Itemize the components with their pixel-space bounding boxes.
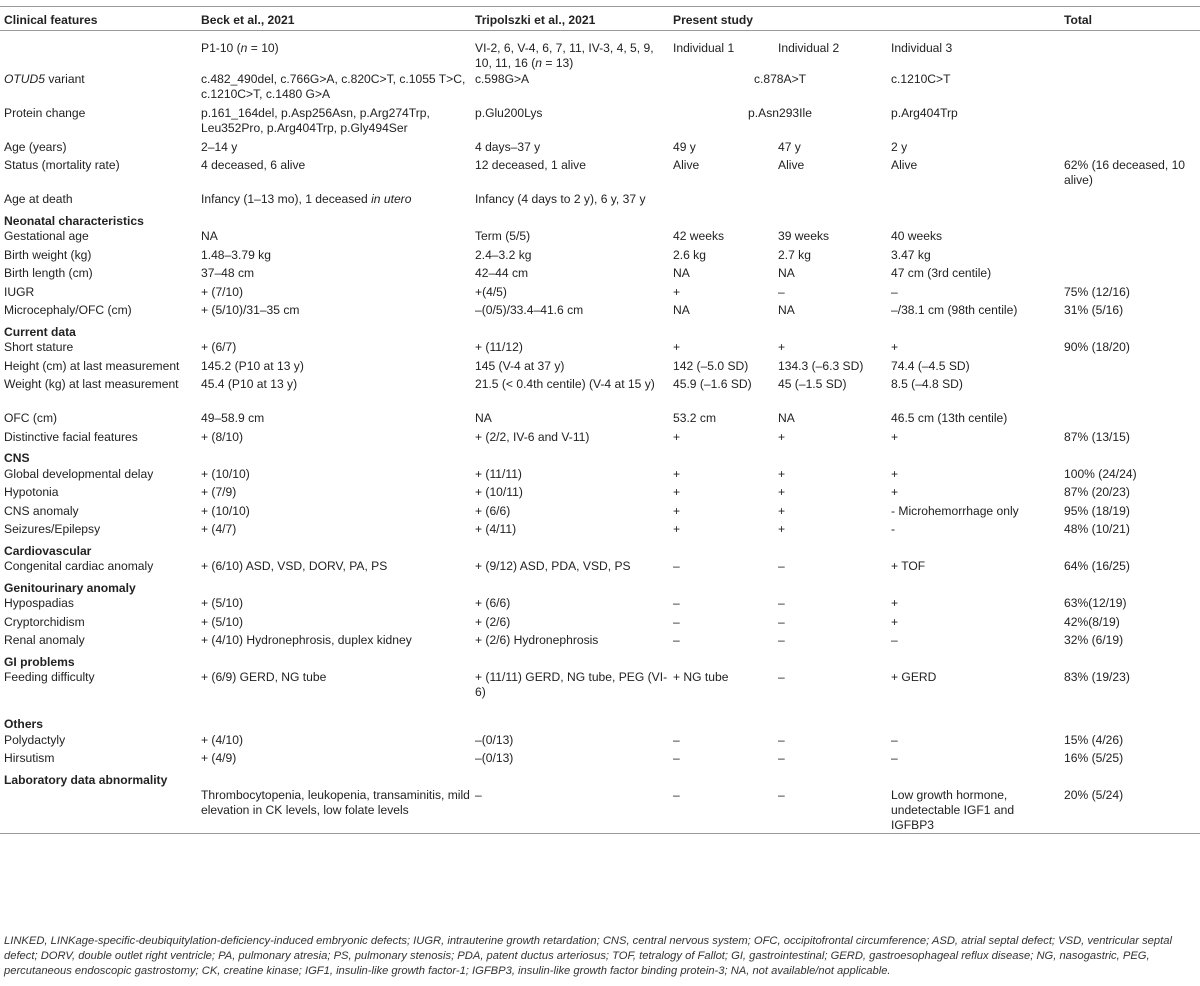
total-cell: 31% (5/16) [1064, 303, 1124, 317]
beck-cell: 4 deceased, 6 alive [201, 158, 306, 172]
total-cell: 75% (12/16) [1064, 284, 1130, 299]
feature-cell: Weight (kg) at last measurement [4, 377, 179, 391]
tripolszki-cell: c.598G>A [475, 71, 530, 86]
individual-3-cell: Individual 3 [891, 41, 953, 55]
individual-3-cell: – [891, 751, 898, 765]
individual-3-cell: + TOF [891, 559, 926, 573]
section-label: Genitourinary anomaly [4, 580, 136, 595]
table-row [0, 559, 1200, 578]
tripolszki-cell: Term (5/5) [475, 229, 531, 243]
feature-cell: Short stature [4, 340, 74, 354]
tripolszki-cell: + (2/6) [475, 614, 511, 629]
individual-2-cell: + [778, 340, 786, 354]
individual-2-cell: Individual 2 [778, 41, 840, 55]
individual-1-cell: – [673, 751, 680, 765]
table-row [0, 670, 1200, 714]
individual-2-cell: 39 weeks [778, 229, 830, 243]
feature-cell [0, 788, 197, 834]
total-cell: 42%(8/19) [1064, 614, 1120, 629]
beck-cell: + (5/10)/31–35 cm [201, 303, 300, 317]
feature-cell: Gestational age [4, 229, 89, 243]
feature-cell: OTUD5 variant [4, 71, 85, 86]
individual-2-cell: + [778, 466, 786, 481]
individual-2-cell: + [778, 485, 786, 499]
individual-3-cell: – [891, 633, 898, 647]
section-header-row [0, 770, 1200, 789]
tripolszki-cell: NA [475, 411, 492, 425]
section-header-row [0, 448, 1200, 467]
individual-3-cell: 2 y [891, 139, 908, 154]
individual-2-cell: – [778, 732, 785, 747]
individual-1-cell: – [673, 633, 680, 647]
individual-3-cell: –/38.1 cm (98th centile) [891, 303, 1018, 317]
tripolszki-cell: + (2/2, IV-6 and V-11) [475, 429, 590, 444]
feature-cell: Birth weight (kg) [4, 247, 92, 262]
feature-cell: Feeding difficulty [4, 670, 95, 684]
individual-1-cell: Alive [673, 158, 700, 172]
individual-3-cell: - Microhemorrhage only [891, 503, 1019, 518]
table-row [0, 303, 1200, 322]
total-cell [1060, 72, 1200, 106]
feature-cell: OFC (cm) [4, 411, 58, 425]
individual-3-cell: 46.5 cm (13th centile) [891, 411, 1008, 425]
beck-cell: NA [201, 229, 218, 243]
individual-2-cell: – [778, 751, 785, 765]
individual-3-cell: – [891, 732, 898, 747]
table-row [0, 340, 1200, 359]
clinical-features-table [0, 6, 1200, 834]
feature-cell: Birth length (cm) [4, 266, 93, 280]
beck-cell: P1-10 (n = 10) [201, 41, 279, 55]
tripolszki-cell: + (6/6) [475, 503, 511, 518]
section-header-row [0, 322, 1200, 341]
tripolszki-cell: +(4/5) [475, 284, 507, 299]
feature-cell [0, 31, 197, 72]
beck-cell: Thrombocytopenia, leukopenia, transaminitis, mild elevation in CK levels, low folate levels [197, 788, 471, 834]
section-label: CNS [4, 451, 30, 465]
total-cell [1060, 377, 1200, 411]
individual-1-cell: 49 y [673, 139, 696, 154]
header-beck: Beck et al., 2021 [197, 7, 471, 31]
total-cell: 63%(12/19) [1064, 596, 1127, 610]
total-cell [1060, 140, 1200, 159]
individual-2-cell: – [774, 788, 887, 834]
individual-2-cell: – [778, 633, 785, 647]
tripolszki-cell: Infancy (4 days to 2 y), 6 y, 37 y [475, 192, 646, 206]
table-footnote: LINKED, LINKage-specific-deubiquitylation-deficiency-induced embryonic defects; IUGR, intrauterine growth retardation; CNS, central nervous system; OFC, occipitofrontal circumference; ASD, atrial septal defect; VSD, ventricular septal defect; DORV, double outlet right ventricle; PA, pulmonary atresia; PS, pulmonary stenosis; PDA, patent ductus arteriosus; TOF, tetralogy of Fallot; GI, gastrointestinal; GERD, gastroesophageal reflux disease; NG, nasogastric, PEG, percutaneous endoscopic gastrostomy; CK, creatine kinase; IGF1, insulin-like growth factor-1; IGFBP3, insulin-like growth factor binding protein-3; NA, not available/not applicable. [4, 935, 1172, 977]
table-row [0, 633, 1200, 652]
individual-1-cell: + NG tube [673, 670, 729, 684]
total-cell: 87% (13/15) [1064, 429, 1130, 444]
beck-cell: + (5/10) [201, 614, 244, 629]
beck-cell: + (6/10) ASD, VSD, DORV, PA, PS [201, 559, 388, 573]
feature-cell: Renal anomaly [4, 633, 85, 647]
table-row [0, 733, 1200, 752]
section-label: Others [4, 717, 43, 731]
table-row [0, 430, 1200, 449]
individual-1-cell: – [673, 614, 680, 629]
individual-1-cell: – [669, 788, 774, 834]
section-header-row [0, 578, 1200, 597]
tripolszki-cell: 2.4–3.2 kg [475, 247, 532, 262]
table-row [0, 359, 1200, 378]
individual-3-cell: Low growth hormone, undetectable IGF1 and IGFBP3 [887, 788, 1060, 834]
beck-cell: 2–14 y [201, 139, 238, 154]
feature-cell: Hypotonia [4, 485, 59, 499]
individual-1-cell: – [673, 596, 680, 610]
table-row [0, 31, 1200, 72]
tripolszki-cell: + (11/12) [475, 340, 523, 354]
total-cell [1060, 411, 1200, 430]
table-row [0, 229, 1200, 248]
tripolszki-cell: + (11/11) GERD, NG tube, PEG (VI-6) [475, 670, 668, 699]
table-row [0, 192, 1200, 211]
individual-3-cell: – [891, 284, 898, 299]
section-label: Cardiovascular [4, 543, 92, 558]
individual-1-cell: 42 weeks [673, 229, 725, 243]
tripolszki-cell: + (11/11) [475, 466, 522, 481]
individual-3-cell: Alive [891, 158, 918, 172]
individual-2-cell: 45 (–1.5 SD) [778, 377, 847, 391]
individual-1-cell: + [673, 503, 681, 518]
total-cell: 16% (5/25) [1064, 751, 1124, 765]
tripolszki-cell: + (6/6) [475, 596, 511, 610]
individual-1-cell: – [673, 559, 680, 573]
section-header-row [0, 714, 1200, 733]
feature-cell: Hirsutism [4, 751, 55, 765]
individual-2-cell [774, 192, 887, 211]
feature-cell: Polydactyly [4, 732, 66, 747]
tripolszki-cell: –(0/5)/33.4–41.6 cm [475, 303, 584, 317]
table-row [0, 504, 1200, 523]
individual-2-cell: – [778, 284, 785, 299]
beck-cell: + (6/7) [201, 340, 237, 354]
feature-cell: Status (mortality rate) [4, 158, 120, 172]
total-cell: 95% (18/19) [1064, 503, 1130, 518]
table-row [0, 411, 1200, 430]
tripolszki-cell: 4 days–37 y [475, 139, 541, 154]
individual-2-cell: NA [778, 303, 795, 317]
feature-cell: Congenital cardiac anomaly [4, 559, 154, 573]
individual-1-cell: NA [673, 266, 690, 280]
individual-3-cell: 47 cm (3rd centile) [891, 266, 992, 280]
total-cell: 62% (16 deceased, 10 alive) [1064, 158, 1186, 187]
feature-cell: Height (cm) at last measurement [4, 358, 180, 373]
beck-cell: 37–48 cm [201, 266, 255, 280]
table-row [0, 751, 1200, 770]
feature-cell: Cryptorchidism [4, 614, 85, 629]
total-cell: 87% (20/23) [1064, 485, 1130, 499]
individual-2-cell: 134.3 (–6.3 SD) [778, 358, 864, 373]
section-label: Neonatal characteristics [4, 213, 144, 228]
individual-2-cell: NA [778, 411, 795, 425]
individual-3-cell: + [891, 614, 899, 629]
beck-cell: + (5/10) [201, 596, 244, 610]
individual-1-cell: + [673, 429, 681, 444]
total-cell: 20% (5/24) [1060, 788, 1200, 834]
feature-cell: IUGR [4, 284, 35, 299]
section-header-row [0, 652, 1200, 671]
table-row [0, 266, 1200, 285]
tripolszki-cell: –(0/13) [475, 751, 514, 765]
tripolszki-cell: 145 (V-4 at 37 y) [475, 358, 565, 373]
individual-3-cell: 40 weeks [891, 229, 943, 243]
table-row [0, 522, 1200, 541]
tripolszki-cell: –(0/13) [475, 732, 514, 747]
total-cell: 90% (18/20) [1064, 340, 1130, 354]
beck-cell: 45.4 (P10 at 13 y) [201, 377, 298, 391]
individual-2-cell: – [778, 670, 785, 684]
individual-2-cell: 47 y [778, 139, 801, 154]
total-cell [1060, 248, 1200, 267]
individual-1-cell: + [673, 522, 681, 536]
header-total: Total [1060, 7, 1200, 31]
individual-1-cell: + [673, 466, 681, 481]
header-clinical-features: Clinical features [0, 7, 197, 31]
individual-2-cell: – [778, 596, 785, 610]
table-row [0, 72, 1200, 106]
total-cell [1060, 229, 1200, 248]
header-blank-2 [887, 7, 1060, 31]
table-row [0, 615, 1200, 634]
beck-cell: + (4/10) [201, 732, 244, 747]
beck-cell: + (4/9) [201, 751, 237, 765]
beck-cell: + (7/10) [201, 284, 244, 299]
table-row [0, 596, 1200, 615]
individual-3-cell [887, 192, 1060, 211]
individual-1-cell: c.878A>T [753, 71, 807, 86]
individual-3-cell: - [891, 522, 896, 536]
tripolszki-cell: + (2/6) Hydronephrosis [475, 633, 599, 647]
beck-cell: 49–58.9 cm [201, 411, 265, 425]
tripolszki-cell: + (10/11) [475, 485, 523, 499]
individual-3-cell: + [891, 340, 899, 354]
individual-3-cell: + GERD [891, 670, 937, 684]
tripolszki-cell: VI-2, 6, V-4, 6, 7, 11, IV-3, 4, 5, 9, 10, 11, 16 (n = 13) [475, 41, 654, 70]
total-cell [1060, 106, 1200, 140]
total-cell: 100% (24/24) [1064, 466, 1137, 481]
individual-1-cell: p.Asn293Ile [748, 105, 812, 120]
total-cell [1060, 31, 1200, 72]
beck-cell: p.161_164del, p.Asp256Asn, p.Arg274Trp, Leu352Pro, p.Arg404Trp, p.Gly494Ser [201, 105, 430, 135]
beck-cell: 145.2 (P10 at 13 y) [201, 358, 304, 373]
beck-cell: + (8/10) [201, 429, 244, 444]
individual-1-cell: 2.6 kg [673, 247, 706, 262]
beck-cell: + (6/9) GERD, NG tube [201, 670, 327, 684]
beck-cell: + (4/10) Hydronephrosis, duplex kidney [201, 633, 412, 647]
feature-cell: Global developmental delay [4, 466, 154, 481]
tripolszki-cell: 42–44 cm [475, 266, 529, 280]
beck-cell: + (10/10) [201, 503, 250, 518]
individual-2-cell: NA [778, 266, 795, 280]
individual-2-cell: Alive [778, 158, 805, 172]
table-row [0, 158, 1200, 192]
section-label: Laboratory data abnormality [4, 772, 168, 787]
tripolszki-cell: 12 deceased, 1 alive [475, 158, 586, 172]
individual-3-cell: + [891, 429, 899, 444]
table-row [0, 248, 1200, 267]
individual-1-cell: NA [673, 303, 690, 317]
individual-1-cell: 45.9 (–1.6 SD) [673, 377, 752, 391]
individual-1-cell: + [673, 340, 681, 354]
total-cell: 32% (6/19) [1064, 633, 1124, 647]
beck-cell: 1.48–3.79 kg [201, 247, 271, 262]
total-cell [1060, 359, 1200, 378]
individual-1-cell: 53.2 cm [673, 411, 717, 425]
individual-2-cell: 2.7 kg [778, 247, 811, 262]
section-header-row [0, 541, 1200, 560]
individual-1-cell: + [673, 485, 681, 499]
tripolszki-cell: – [471, 788, 669, 834]
feature-cell: Protein change [4, 105, 86, 120]
table-body [0, 31, 1200, 834]
header-present-study: Present study [669, 7, 774, 31]
total-cell [1060, 266, 1200, 285]
individual-3-cell: + [891, 485, 899, 499]
header-blank-1 [774, 7, 887, 31]
individual-1-cell: + [673, 284, 681, 299]
individual-1-cell: Individual 1 [673, 41, 735, 55]
individual-3-cell: 74.4 (–4.5 SD) [891, 358, 970, 373]
table-header-row [0, 7, 1200, 31]
feature-cell: Age at death [4, 192, 73, 206]
beck-cell: + (10/10) [201, 466, 250, 481]
beck-cell: Infancy (1–13 mo), 1 deceased in utero [201, 192, 412, 206]
individual-3-cell: 3.47 kg [891, 247, 931, 262]
total-cell [1060, 192, 1200, 211]
individual-2-cell: – [778, 559, 785, 573]
individual-3-cell: + [891, 466, 899, 481]
tripolszki-cell: 21.5 (< 0.4th centile) (V-4 at 15 y) [475, 377, 655, 391]
individual-3-cell: p.Arg404Trp [891, 105, 958, 120]
individual-1-cell: – [673, 732, 680, 747]
total-cell: 15% (4/26) [1064, 732, 1124, 747]
feature-cell: Seizures/Epilepsy [4, 522, 101, 536]
tripolszki-cell: + (4/11) [475, 522, 517, 536]
individual-2-cell: – [778, 614, 785, 629]
section-label: GI problems [4, 654, 75, 669]
beck-cell: + (7/9) [201, 485, 237, 499]
header-tripolszki: Tripolszki et al., 2021 [471, 7, 669, 31]
feature-cell: Age (years) [4, 139, 67, 154]
table-row [0, 467, 1200, 486]
total-cell: 83% (19/23) [1064, 670, 1130, 684]
section-label: Current data [4, 324, 76, 339]
feature-cell: CNS anomaly [4, 503, 79, 518]
total-cell: 64% (16/25) [1064, 559, 1130, 573]
beck-cell: + (4/7) [201, 522, 237, 536]
table-row [0, 140, 1200, 159]
individual-3-cell: 8.5 (–4.8 SD) [891, 377, 963, 391]
individual-2-cell: + [778, 522, 786, 536]
individual-3-cell: c.1210C>T [891, 71, 951, 86]
feature-cell: Microcephaly/OFC (cm) [4, 303, 132, 317]
feature-cell: Hypospadias [4, 596, 74, 610]
individual-1-cell [669, 192, 774, 211]
table-row [0, 485, 1200, 504]
feature-cell: Distinctive facial features [4, 429, 138, 444]
table-row [0, 377, 1200, 411]
table-row [0, 285, 1200, 304]
individual-2-cell: + [778, 503, 786, 518]
total-cell: 48% (10/21) [1064, 522, 1130, 536]
section-header-row [0, 211, 1200, 230]
table-row [0, 106, 1200, 140]
tripolszki-cell: p.Glu200Lys [475, 105, 543, 120]
individual-2-cell: + [778, 429, 786, 444]
beck-cell: c.482_490del, c.766G>A, c.820C>T, c.1055 T>C, c.1210C>T, c.1480 G>A [201, 71, 466, 101]
table-row [0, 788, 1200, 834]
individual-3-cell: + [891, 596, 899, 610]
tripolszki-cell: + (9/12) ASD, PDA, VSD, PS [475, 559, 631, 573]
individual-1-cell: 142 (–5.0 SD) [673, 358, 749, 373]
